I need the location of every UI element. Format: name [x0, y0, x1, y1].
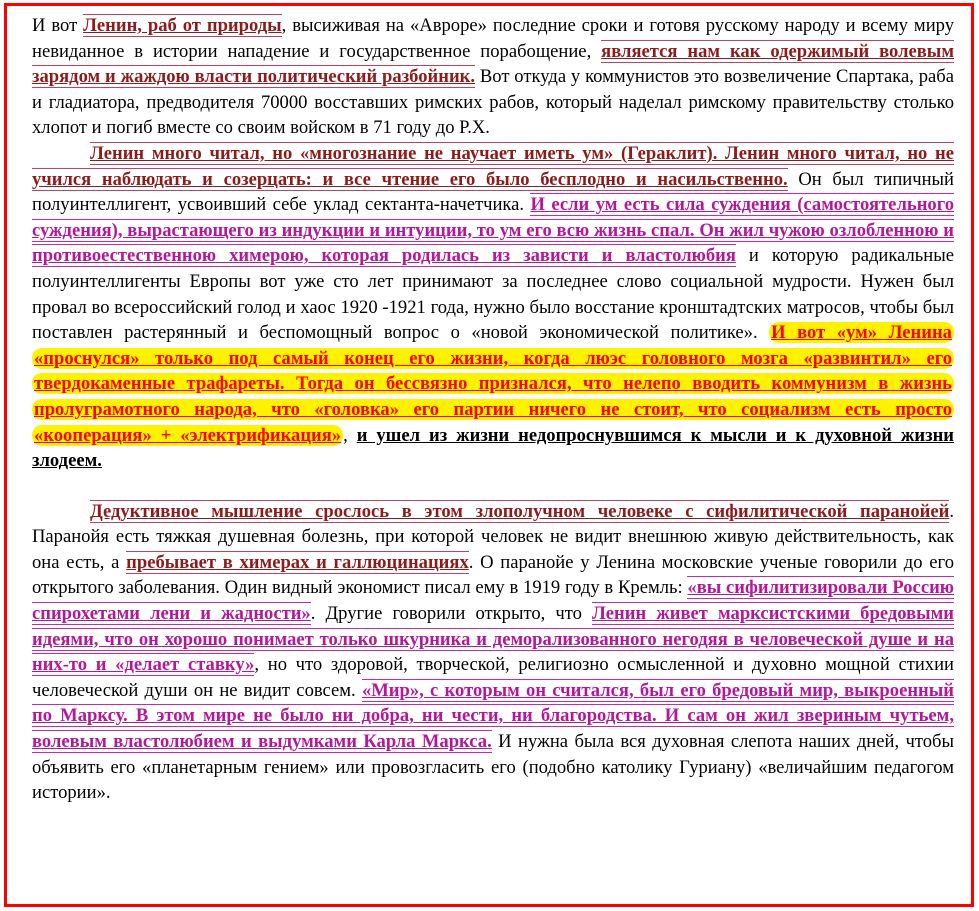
text-run: И нужна была вся духовная слепота наших дней, чтобы объявить его «планетарным гением» или провозгласить его (подобно католику Гуриану) «величайшим педагогом истории».	[32, 731, 954, 804]
text-run: И вот	[32, 15, 84, 36]
emphasis-black: и ушел из жизни недопроснувшимся к мысли и к духовной жизни злодеем.	[32, 424, 954, 472]
text-run: . О паранойе у Ленина московские ученые говорили до его открытого заболевания. Один видный экономист писал ему в 1919 году в Кремль:	[32, 551, 954, 599]
emphasis-dark-red: является нам как одержимый волевым зарядом и жаждою власти политический разбойник.	[32, 40, 954, 88]
emphasis-magenta: Ленин живет марксистскими бредовыми идеями, что он хорошо понимает только шкурника и деморализованного негодяя в человеческой душе и на них-то и «делает ставку»	[32, 603, 955, 676]
text-run: . Другие говорили открыто, что	[310, 603, 593, 625]
emphasis-dark-red: Ленин, раб от природы	[83, 15, 282, 36]
text-run: , высиживая на «Авроре» последние сроки и готовя русскому народу и всему миру невиданное в истории нападение и государственное порабощение,	[32, 15, 954, 62]
paragraph-1	[32, 13, 954, 141]
text-run: Вот откуда у коммунистов это возвеличение Спартака, раба и гладиатора, предводителя 70000 восставших римских рабов, который наделал римскому правительству столько хлопот и погиб вместе со своим войском в 71 году до Р.Х.	[32, 66, 954, 139]
text-run: и которую радикальные полуинтеллигенты Европы вот уже сто лет принимают за последнее слово социальной мудрости. Нужен был провал во всероссийский голод и хаос 1920 -1921 года, нужно было восстание кронштадтских матросов, чтобы был поставлен растерянный и беспомощный вопрос о «новой экономической политике».	[32, 245, 954, 344]
emphasis-dark-red: Ленин много читал, но «многознание не научает иметь ум» (Гераклит). Ленин много читал, но не учился наблюдать и созерцать: и все чтение его было бесплодно и насильственно.	[32, 142, 954, 190]
highlighted-passage: И вот «ум» Ленина «проснулся» только под самый конец его жизни, когда люэс головного мозга «развинтил» его твердокаменные трафареты. Тогда он бессвязно признался, что нелепо вводить коммунизм в жизнь пролуграмотного народа, что «головка» его партии ничего не стоит, что социализм есть просто «кооперация» + «электрификация»	[34, 322, 952, 446]
emphasis-dark-red: Дедуктивное мышление срослось в этом злополучном человеке с сифилитической паранойей	[90, 500, 950, 522]
paragraph-2	[32, 141, 954, 474]
emphasis-magenta: «вы сифилитизировали Россию спирохетами лени и жадности»	[32, 577, 954, 625]
emphasis-magenta: «Мир», с которым он считался, был его бредовый мир, выкроенный по Марксу. В этом мире не было ни добра, ни чести, ни благородства. И сам он жил звериным чутьем, волевым властолюбием и выдумками Карла Маркса.	[32, 679, 954, 753]
document-page	[32, 13, 954, 806]
text-run: . Паранойя есть тяжкая душевная болезнь, при которой человек не видит внешнюю живую действительность, как она есть, а	[32, 500, 954, 573]
emphasis-magenta: И если ум есть сила суждения (самостоятельного суждения), вырастающего из индукции и интуиции, то ум его всю жизнь спал. Он жил чужою озлобленною и противоестественною химерою, которая родилась из зависти и властолюбия	[32, 194, 954, 267]
paragraph-spacer	[32, 474, 954, 499]
document-frame	[4, 3, 974, 907]
text-run: ,	[343, 424, 357, 446]
emphasis-dark-red: пребывает в химерах и галлюцинациях	[126, 551, 469, 573]
text-run: , но что здоровой, творческой, религиозно осмысленной и духовно мощной стихии человеческой души он не видит совсем.	[32, 654, 954, 701]
paragraph-3	[32, 499, 954, 806]
text-run: Он был типичный полуинтеллигент, усвоивший себе уклад сектанта-начетчика.	[32, 168, 954, 216]
